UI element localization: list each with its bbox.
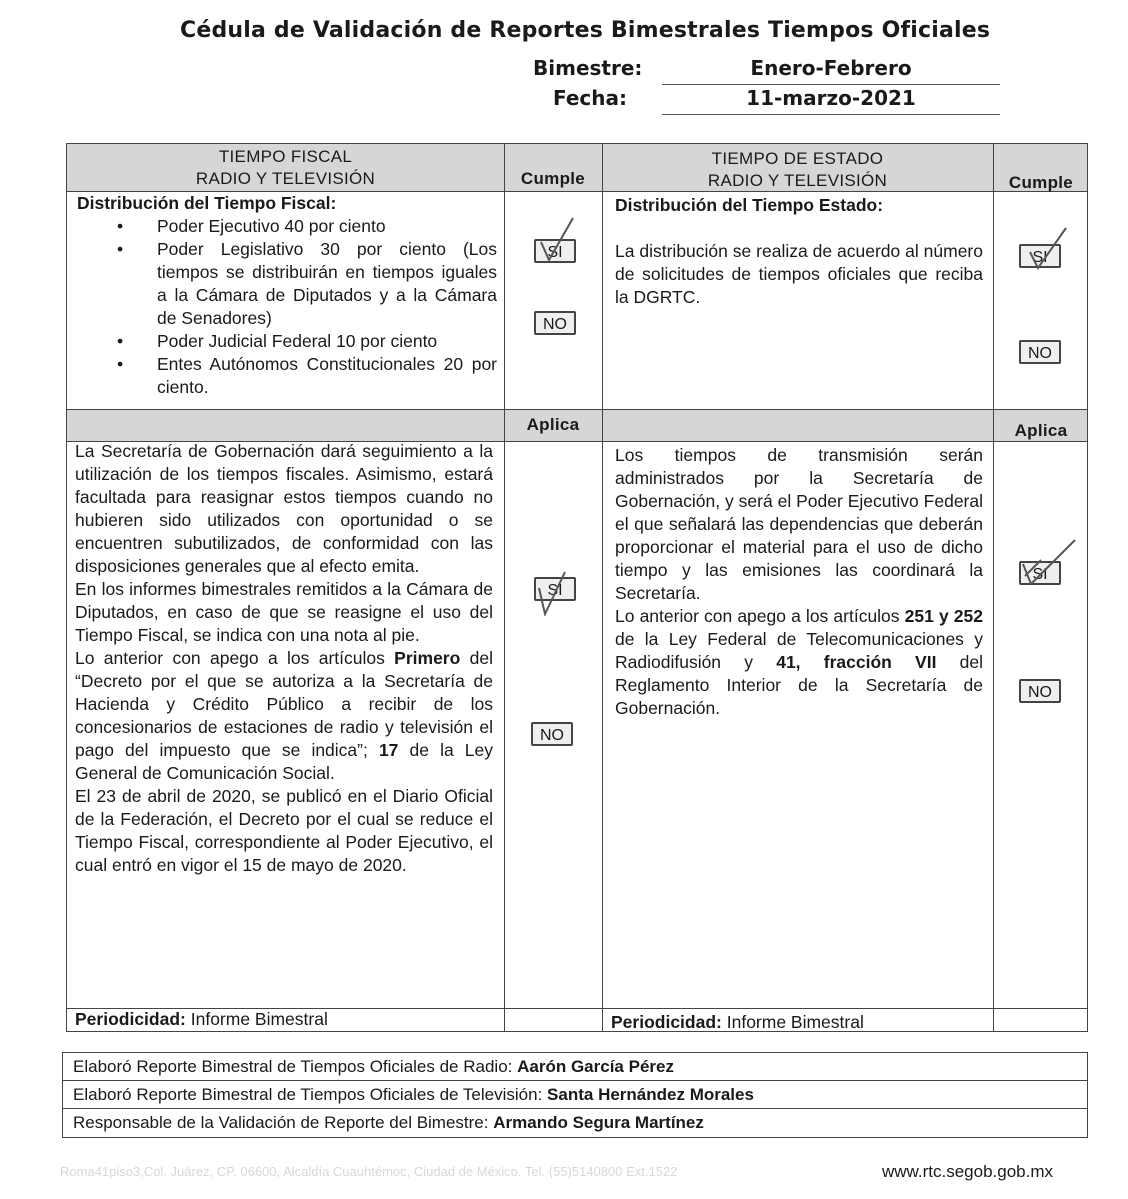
distribucion-estado-title: Distribución del Tiempo Estado: [615,195,884,215]
paragraph: En los informes bimestrales remitidos a la Cámara de Diputados, en caso de que se reasigne el uso del Tiempo Fiscal, se indica con una nota al pie. [75,579,493,645]
aplica-si-box-estado: SI [1019,561,1061,585]
distribucion-fiscal-list [77,215,497,399]
distribucion-estado-cell [615,194,983,309]
list-item: • Poder Judicial Federal 10 por ciento [157,330,497,353]
responsable-radio-row: Elaboró Reporte Bimestral de Tiempos Oficiales de Radio: Aarón García Pérez [63,1053,1087,1081]
cumple-no-box-fiscal: NO [534,311,576,335]
responsables-table [62,1052,1088,1138]
aplica-si-box-fiscal: SI [534,577,576,601]
distribucion-estado-text: La distribución se realiza de acuerdo al número de solicitudes de tiempos oficiales que reciba la DGRTC. [615,241,983,307]
periodicidad-fiscal: Periodicidad: Informe Bimestral [75,1009,328,1029]
paragraph: Los tiempos de transmisión serán administrados por la Secretaría de Gobernación, y será el Poder Ejecutivo Federal el que señalará las dependencias que deberán proporcionar el material para el uso de dicho tiempo y las emisiones las coordinará la Secretaría. [615,445,983,603]
periodicidad-estado: Periodicidad: Informe Bimestral [611,1012,864,1032]
validation-table [66,143,1088,1032]
checkmark-icon [537,568,597,616]
paragraph: Lo anterior con apego a los artículos Primero del “Decreto por el que se autoriza a la Secretaría de Hacienda y Crédito Público a recibir de los concesionarios de estaciones de radio y televisión el pago del impuesto que se indica”; 17 de la Ley General de Comunicación Social. [75,648,494,783]
checkmark-icon [537,214,597,262]
cumple-no-box-estado: NO [1019,340,1061,364]
aplica-label-left: Aplica [526,415,580,434]
bimestre-value: Enero-Febrero [662,56,1000,85]
cumple-si-box-estado: SI [1019,244,1061,268]
paragraph: Lo anterior con apego a los artículos 251 y 252 de la Ley Federal de Telecomunicaciones y Radiodifusión y 41, fracción VII del Reglamento Interior de la Secretaría de Gobernación. [615,606,983,718]
tiempo-fiscal-header: TIEMPO FISCAL RADIO Y TELEVISIÓN [195,147,376,188]
cumple-si-box-fiscal: SI [534,239,576,263]
cumple-header-right: Cumple [1008,173,1074,192]
tiempo-fiscal-body [75,440,493,877]
responsable-validacion-row: Responsable de la Validación de Reporte del Bimestre: Armando Segura Martínez [73,1113,704,1132]
list-item: • Entes Autónomos Constitucionales 20 por ciento. [157,353,497,399]
footer-address: Roma41piso3,Col. Juárez, CP. 06600, Alcaldía Cuauhtémoc, Ciudad de México. Tel. (55)5140800 Ext.1522 [60,1164,678,1179]
document-title: Cédula de Validación de Reportes Bimestrales Tiempos Oficiales [180,18,991,43]
responsable-television-row: Elaboró Reporte Bimestral de Tiempos Oficiales de Televisión: Santa Hernández Morales [63,1081,1087,1109]
paragraph: La Secretaría de Gobernación dará seguimiento a la utilización de los tiempos fiscales. Asimismo, estará facultada para reasignar estos tiempos cuando no hubieren sido utilizados con oportunidad o se encuentren subutilizados, de conformidad con las disposiciones generales que al efecto emita. [75,441,493,576]
distribucion-fiscal-title: Distribución del Tiempo Fiscal: [77,193,337,213]
fecha-label: Fecha: [553,86,628,110]
distribucion-fiscal-cell [77,192,497,399]
tiempo-estado-body [615,444,983,720]
aplica-no-box-estado: NO [1019,679,1061,703]
tiempo-estado-header: TIEMPO DE ESTADO RADIO Y TELEVISIÓN [707,149,888,190]
list-item: • Poder Legislativo 30 por ciento (Los tiempos se distribuirán en tiempos iguales a la Cámara de Diputados y a la Cámara de Senadores) [157,238,497,330]
fecha-value: 11-marzo-2021 [662,86,1000,115]
paragraph: El 23 de abril de 2020, se publicó en el Diario Oficial de la Federación, el Decreto por el cual se reduce el Tiempo Fiscal, correspondiente al Poder Ejecutivo, el cual entró en vigor el 15 de mayo de 2020. [75,786,493,875]
bimestre-label: Bimestre: [533,56,643,80]
list-item: • Poder Ejecutivo 40 por ciento [157,215,497,238]
aplica-label-right: Aplica [1014,421,1068,440]
checkmark-icon [1019,536,1079,584]
cumple-header-left: Cumple [520,169,586,188]
aplica-no-box-fiscal: NO [531,722,573,746]
footer-website: www.rtc.segob.gob.mx [882,1162,1054,1181]
checkmark-icon [1022,226,1082,274]
